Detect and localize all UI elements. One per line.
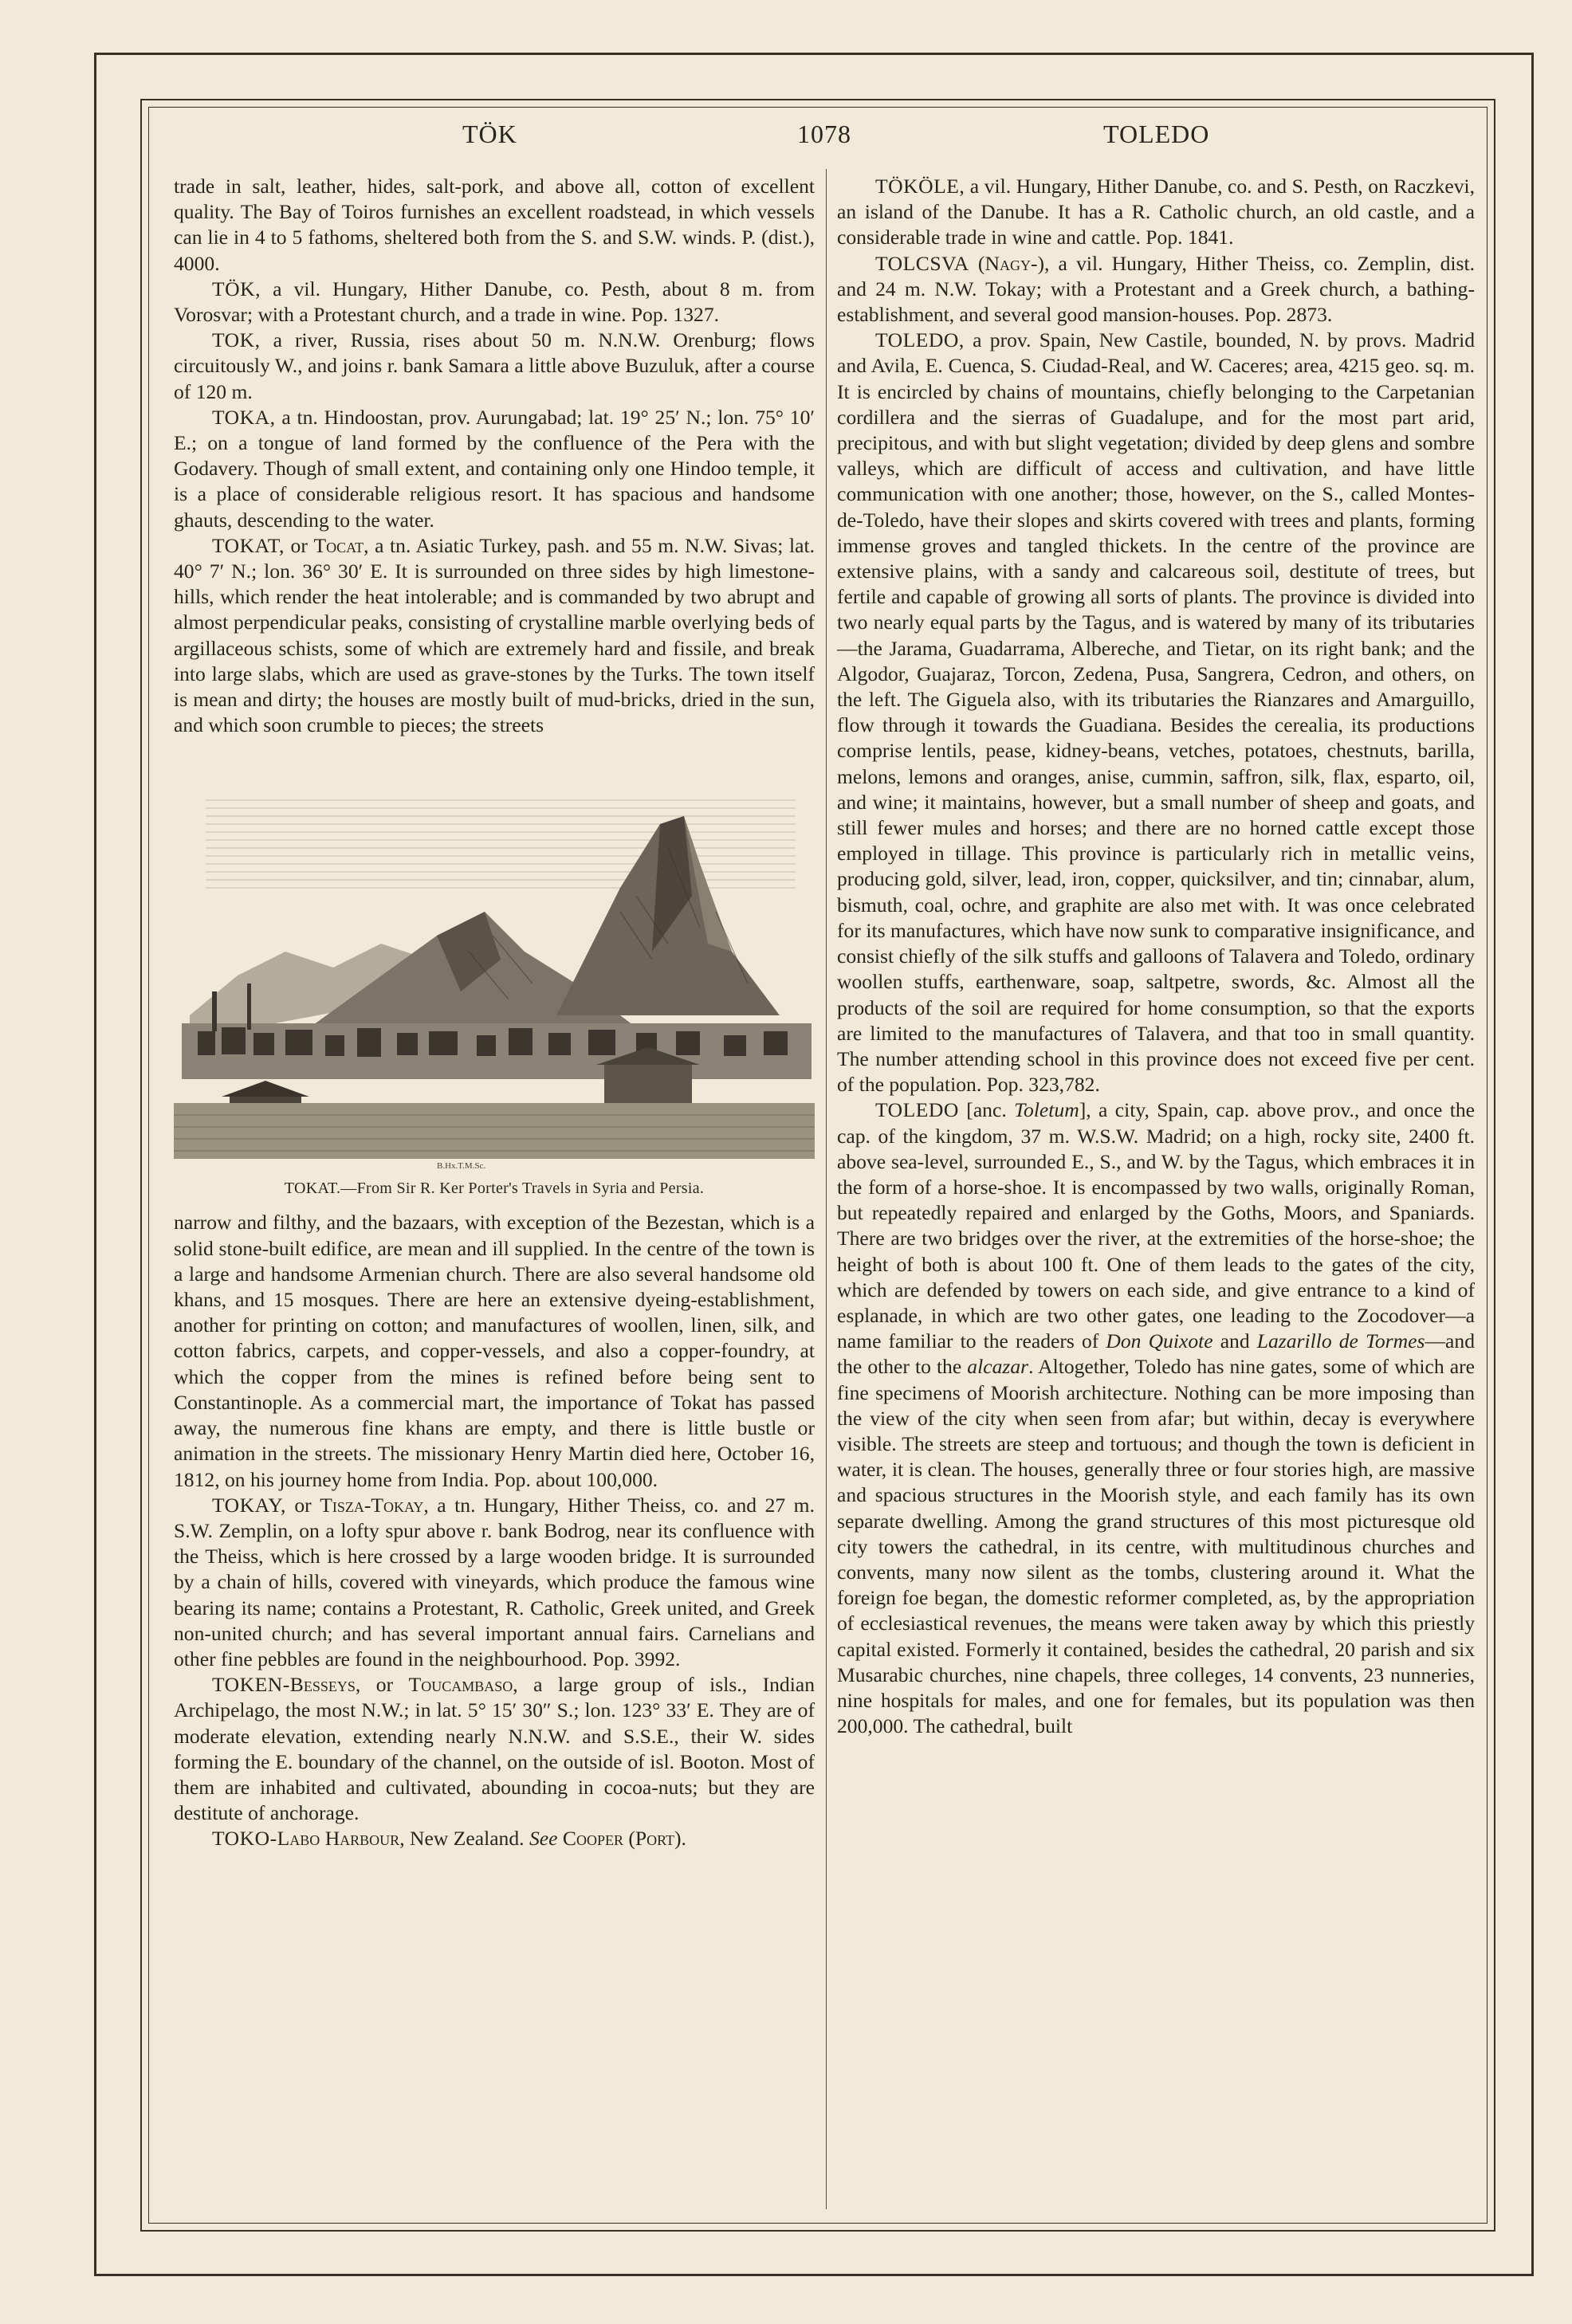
entry-toko-labo — [174, 1826, 815, 1851]
cross-reference: Cooper (Port). — [557, 1827, 686, 1851]
entry-token-besseys — [174, 1672, 815, 1826]
entry-body: , New Zealand. — [399, 1827, 529, 1851]
headword: TÖKÖLE, — [875, 175, 965, 198]
headword: TOLEDO, — [875, 328, 965, 352]
headword: TOK, — [212, 328, 261, 352]
headword: TOLEDO — [875, 1098, 959, 1122]
entry-body: a tn. Hindoostan, prov. Aurungabad; lat. 19° 25′ N.; lon. 75° 10′ E.; on a tongue of land formed by the confluence of the Pera with the Godavery. Though of small extent, and containing only one Hindoo temple, it is a place of considerable religious resort. It has spacious and handsome ghauts, descending to the water. — [174, 405, 815, 532]
tokat-illustration — [174, 752, 815, 1199]
entry-body: a vil. Hungary, Hither Danube, co. and S. Pesth, on Raczkevi, an island of the Danube. It has a R. Catholic church, an old castle, and a considerable trade in wine and cattle. Pop. 1841. — [837, 175, 1475, 249]
entry-tokole — [837, 174, 1475, 251]
entry-body: or — [285, 1493, 320, 1517]
alt-name: Tocat — [313, 533, 364, 557]
headword-suffix: Labo Harbour — [277, 1827, 400, 1851]
headword: TOLCSVA — [875, 251, 969, 275]
headword: TOKO- — [212, 1827, 277, 1851]
book-title: Don Quixote — [1106, 1329, 1213, 1353]
entry-body: or — [284, 533, 314, 557]
entry-tokat — [174, 533, 815, 739]
entry-body: a vil. Hungary, Hither Danube, co. Pesth, about 8 m. from Vorosvar; with a Protestant church, and a trade in wine. Pop. 1327. — [174, 277, 815, 327]
headword: TOKAY, — [212, 1493, 286, 1517]
column-rule — [826, 169, 827, 2209]
left-column — [174, 174, 815, 2210]
headword: TOKEN- — [212, 1673, 290, 1697]
entry-toka — [174, 405, 815, 533]
header-left-word: TÖK — [462, 120, 517, 148]
entry-tokat-continued: narrow and filthy, and the bazaars, with exception of the Bezestan, which is a solid stone-built edifice, are mean and ill supplied. In the centre of the town is a large and handsome Armenian church. There are also several handsome old khans, and 15 mosques. There are here an extensive dyeing-establishment, another for printing on cotton; and manufactures of woollen, linen, silk, and cotton fabrics, carpets, and copper-vessels, and also a copper-foundry, at which the copper from the mines is refined before being sent to Constantinople. As a commercial mart, the importance of Tokat has passed away, the numerous fine khans are empty, and there is little bustle or animation in the streets. The missionary Henry Martin died here, October 16, 1812, on his journey home from India. Pop. about 100,000. — [174, 1211, 815, 1491]
entry-body: , a vil. Hungary, Hither Theiss, co. Zemplin, dist. and 24 m. N.W. Tokay; with a Protestant and a Greek church, a bathing-establishment, and several good mansion-houses. Pop. 2873. — [837, 251, 1475, 327]
entry-body: , a tn. Asiatic Turkey, pash. and 55 m. N.W. Sivas; lat. 40° 7′ N.; lon. 36° 30′ E. It is surrounded on three sides by high limestone-hills, which render the heat intolerable; and is commanded by two abrupt and almost perpendicular peaks, consisting of crystalline marble overlying beds of argillaceous schists, some of which are extremely hard and fissile, and break into large slabs, which are used as grave-stones by the Turks. The town itself is mean and dirty; the houses are mostly built of mud-bricks, dried in the sun, and which soon crumble to pieces; the streets — [174, 533, 815, 737]
entry-body: —and the other to the — [837, 1329, 1475, 1379]
entry-toledo-city — [837, 1097, 1475, 1739]
page-number: 1078 — [797, 120, 851, 148]
entry-toledo-province — [837, 328, 1475, 1097]
entry-body: ] — [1079, 1098, 1087, 1122]
entry-continuation: trade in salt, leather, hides, salt-pork, and above all, cotton of excellent quality. The Bay of Toiros furnishes an excellent roadstead, in which vessels can lie in 4 to 5 fathoms, sheltered both from the S. and S.W. winds. P. (dist.), 4000. — [174, 175, 815, 275]
headword: TÖK, — [212, 277, 261, 300]
entry-body: a prov. Spain, New Castile, bounded, N. by provs. Madrid and Avila, E. Cuenca, S. Ciudad-Real, and W. Caceres; area, 4215 geo. sq. m. It is encircled by chains of mountains, chiefly belonging to the Carpetanian cordillera and the sierras of Guadalupe, and for the most part arid, precipitous, and with but slight vegetation; divided by deep glens and sombre valleys, which are difficult of access and cultivation, and have little communication with one another; those, however, on the S., called Montes-de-Toledo, have their slopes and skirts covered with trees and plants, forming immense groves and tangled thickets. In the centre of the province are extensive plains, with a sandy and calcareous soil, destitute of trees, but fertile and capable of growing all sorts of plants. The province is divided into two nearly equal parts by the Tagus, and is watered by many of its tributaries—the Jarama, Guadarrama, Albereche, and Tietar, on its right bank; and the Algodor, Guajaraz, Torcon, Zedena, Pusa, Sangrera, Cedron, and others, on the left. The Giguela also, with its tributaries the Rianzares and Amarguillo, flow through it towards the Guadiana. Besides the cerealia, its productions comprise lentils, pease, kidney-beans, vetches, potatoes, chestnuts, barilla, melons, lemons and oranges, anise, cummin, saffron, silk, flax, esparto, oil, and wine; it maintains, however, but a small number of sheep and goats, and still fewer mules and horses; and there are no horned cattle except those employed in tillage. This province is particularly rich in metallic veins, producing gold, silver, lead, iron, copper, quicksilver, and tin; cinnabar, alum, bismuth, coal, ochre, and graphite are also met with. It was once celebrated for its manufactures, which have now sunk to comparative insignificance, and consist chiefly of the silk stuffs and galloons of Talavera and Toledo, ordinary woollen stuffs, earthenware, soap, saltpetre, swords, &c. Almost all the products of the soil are required for home consumption, so that the exports are limited to the manufactures of Talavera, and that too in small quantity. The number attending school in this province does not exceed five per cent. of the population. Pop. 323,782. — [837, 328, 1475, 1097]
headword: TOKAT, — [212, 533, 285, 557]
entry-body: . Altogether, Toledo has nine gates, some of which are fine specimens of Moorish architecture. Nothing can be more imposing than the view of the city when seen from afar; but within, decay is everywhere visible. The streets are steep and tortuous; and though the town is deficient in water, it is clean. The houses, generally three or four stories high, are massive and spacious structures in the Moorish style, and each family has its own separate dwelling. Among the grand structures of this most picturesque old city towers the cathedral, in its centre, with multitudinous churches and convents, many now silent as the tombs, clustering around it. What the foreign foe began, the domestic reformer completed, as, by the appropriation of ecclesiastical revenues, the means were taken away by which this priestly capital existed. Formerly it contained, besides the cathedral, 20 parish and six Musarabic churches, nine chapels, three colleges, 14 convents, 23 nunneries, nine hospitals for males, and one for females, but its population was then 200,000. The cathedral, built — [837, 1355, 1475, 1738]
italic-term: alcazar — [967, 1355, 1029, 1379]
header-right-word: TOLEDO — [1103, 120, 1210, 148]
ancient-name: Toletum — [1014, 1098, 1079, 1122]
entry-body: and — [1212, 1329, 1257, 1353]
right-column — [837, 174, 1475, 2210]
entry-body: , or — [355, 1673, 409, 1697]
see-reference: See — [529, 1827, 558, 1851]
entry-tokay — [174, 1493, 815, 1672]
entry-body: , a tn. Hungary, Hither Theiss, co. and 27 m. S.W. Zemplin, on a lofty spur above r. bank Bodrog, near its confluence with the Theiss, which is here crossed by a large wooden bridge. It is surrounded by a chain of hills, covered with vineyards, which produce the famous wine bearing its name; contains a Protestant, R. Catholic, Greek united, and Greek non-united church; and has several important annual fairs. Carnelians and other fine pebbles are found in the neighbourhood. Pop. 3992. — [174, 1493, 815, 1670]
alt-name: (Nagy-) — [969, 251, 1044, 275]
entry-tolcsva — [837, 251, 1475, 328]
entry-body: a river, Russia, rises about 50 m. N.N.W. Orenburg; flows circuitously W., and joins r. bank Samara a little above Buzuluk, after a course of 120 m. — [174, 328, 815, 403]
entry-body: , a large group of isls., Indian Archipelago, the most N.W.; in lat. 5° 15′ 30″ S.; lon. 123° 33′ E. They are of moderate elevation, extending nearly N.N.W. and S.S.E., their W. sides forming the E. boundary of the channel, on the outside of isl. Booton. Most of them are inhabited and cultivated, abounding in cocoa-nuts; but they are destitute of anchorage. — [174, 1673, 815, 1825]
entry-body: [anc. — [958, 1098, 1015, 1122]
alt-name: Tisza-Tokay — [320, 1493, 424, 1517]
entry-tok-village — [174, 277, 815, 328]
alt-name: Toucambaso — [408, 1673, 513, 1697]
entry-tok-river — [174, 328, 815, 405]
headword-suffix: Besseys — [289, 1673, 356, 1697]
book-title: Lazarillo de Tormes — [1256, 1329, 1425, 1353]
running-head — [159, 120, 1467, 159]
figure-caption: TOKAT.—From Sir R. Ker Porter's Travels in Syria and Persia. — [284, 1180, 705, 1198]
engraver-signature: B.Hx.T.M.Sc. — [437, 1161, 486, 1172]
entry-body: , a city, Spain, cap. above prov., and once the cap. of the kingdom, 37 m. W.S.W. Madrid; on a high, rocky site, 2400 ft. above sea-level, surrounded E., S., and W. by the Tagus, which embraces it in the form of a horse-shoe. It is encompassed by two walls, originally Roman, but repeatedly repaired and enlarged by the Goths, Moors, and Spaniards. There are two bridges over the river, at the extremities of the horse-shoe; the height of both is about 100 ft. One of them leads to the gates of the city, which are defended by towers on each side, and give entrance to a kind of esplanade, in which are two other gates, one leading to the Zocodover—a name familiar to the readers of — [837, 1098, 1475, 1353]
tokat-engraving-image — [174, 752, 815, 1175]
headword: TOKA, — [212, 405, 276, 429]
